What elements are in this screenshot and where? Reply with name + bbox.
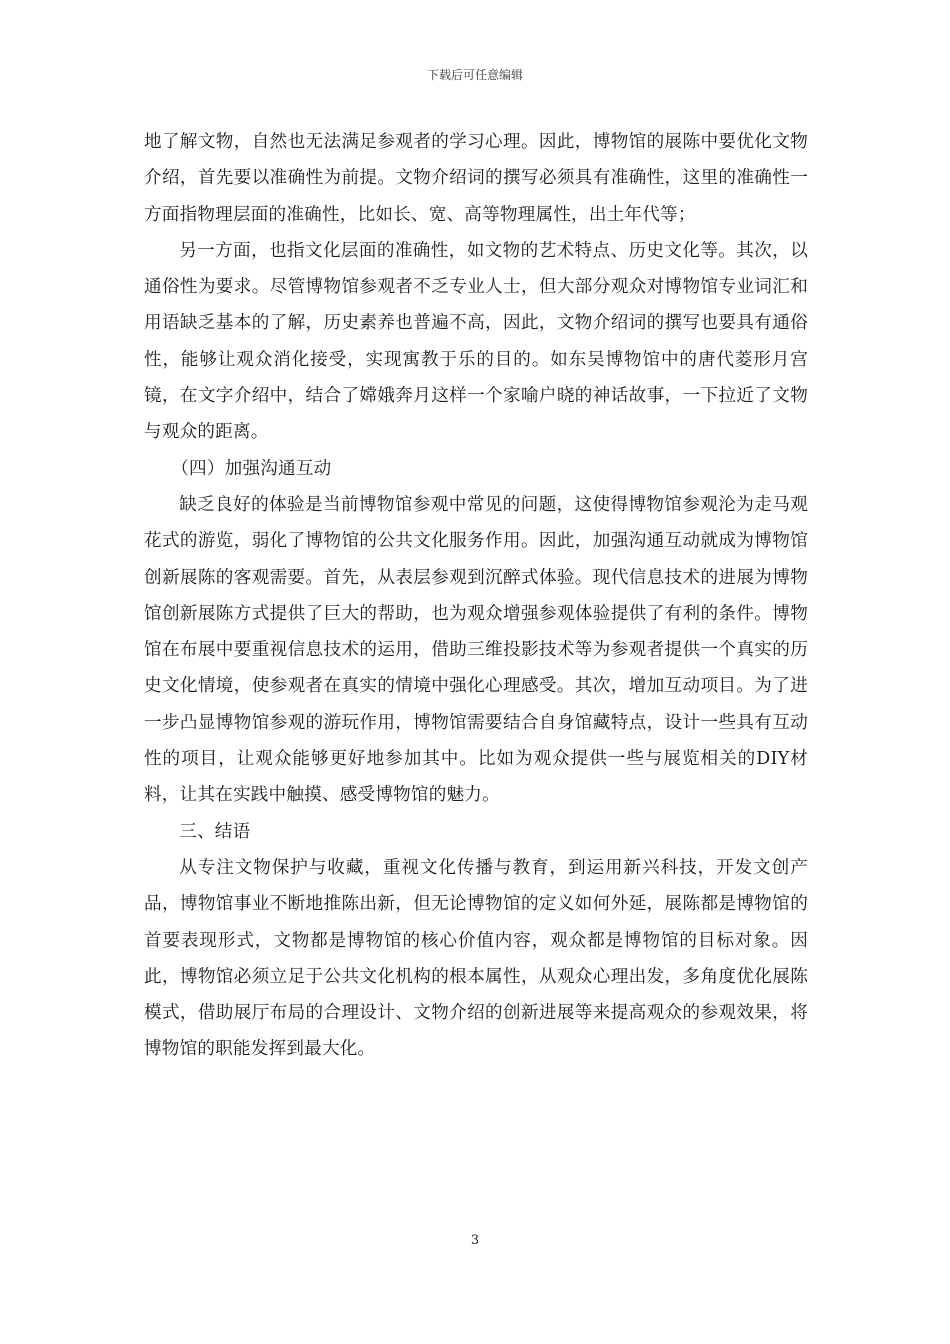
- document-body: [144, 124, 808, 1068]
- paragraph: 缺乏良好的体验是当前博物馆参观中常见的问题，这使得博物馆参观沦为走马观花式的游览，弱化了博物馆的公共文化服务作用。因此，加强沟通互动就成为博物馆创新展陈的客观需要。首先，从表层参观到沉醉式体验。现代信息技术的进展为博物馆创新展陈方式提供了巨大的帮助，也为观众增强参观体验提供了有利的条件。博物馆在布展中要重视信息技术的运用，借助三维投影技术等为参观者提供一个真实的历史文化情境，使参观者在真实的情境中强化心理感受。其次，增加互动项目。为了进一步凸显博物馆参观的游玩作用，博物馆需要结合自身馆藏特点，设计一些具有互动性的项目，让观众能够更好地参加其中。比如为观众提供一些与展览相关的DIY材料，让其在实践中触摸、感受博物馆的魅力。: [144, 494, 808, 806]
- paragraph: 从专注文物保护与收藏，重视文化传播与教育，到运用新兴科技，开发文创产品，博物馆事业不断地推陈出新，但无论博物馆的定义如何外延，展陈都是博物馆的首要表现形式，文物都是博物馆的核心价值内容，观众都是博物馆的目标对象。因此，博物馆必须立足于公共文化机构的根本属性，从观众心理出发，多角度优化展陈模式，借助展厅布局的合理设计、文物介绍的创新进展等来提高观众的参观效果，将博物馆的职能发挥到最大化。: [144, 857, 808, 1060]
- section-heading-conclusion: 三、结语: [179, 821, 251, 842]
- section-heading-4: （四）加强沟通互动: [171, 458, 332, 479]
- paragraph-continued: 地了解文物，自然也无法满足参观者的学习心理。因此，博物馆的展陈中要优化文物介绍，首先要以准确性为前提。文物介绍词的撰写必须具有准确性，这里的准确性一方面指物理层面的准确性，比如长、宽、高等物理属性，出土年代等；: [144, 132, 808, 225]
- paragraph: 另一方面，也指文化层面的准确性，如文物的艺术特点、历史文化等。其次，以通俗性为要求。尽管博物馆参观者不乏专业人士，但大部分观众对博物馆专业词汇和用语缺乏基本的了解，历史素养也普遍不高，因此，文物介绍词的撰写也要具有通俗性，能够让观众消化接受，实现寓教于乐的目的。如东吴博物馆中的唐代菱形月宫镜，在文字介绍中，结合了嫦娥奔月这样一个家喻户晓的神话故事，一下拉近了文物与观众的距离。: [144, 240, 808, 443]
- page-header: 下载后可任意编辑: [426, 68, 523, 82]
- page-number: 3: [470, 1233, 480, 1248]
